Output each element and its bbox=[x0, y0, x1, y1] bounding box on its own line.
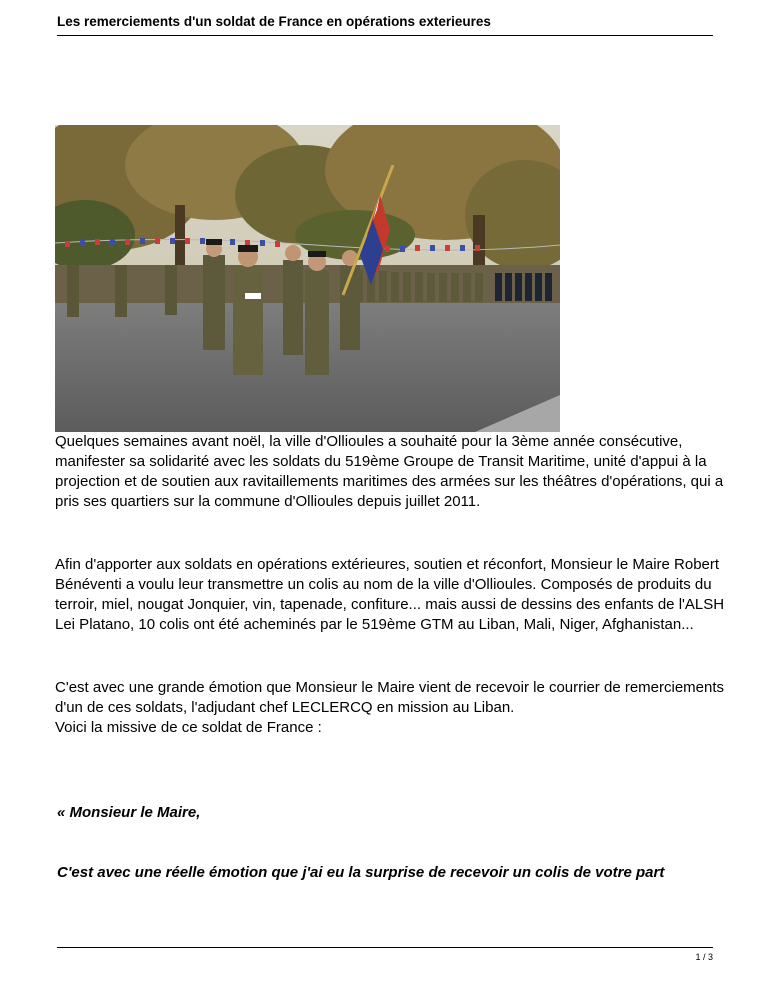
page-title: Les remerciements d'un soldat de France en opérations exterieures bbox=[57, 14, 491, 29]
article-paragraph: C'est avec une grande émotion que Monsieur le Maire vient de recevoir le courrier de remerciements d'un de ces soldats, l'adjudant chef LECLERCQ en mission au Liban. bbox=[55, 679, 725, 716]
letter-line: C'est avec une réelle émotion que j'ai eu la surprise de recevoir un colis de votre part bbox=[57, 864, 665, 881]
letter-salutation: « Monsieur le Maire, bbox=[57, 804, 201, 821]
page-footer bbox=[57, 947, 713, 962]
article-photo bbox=[55, 125, 560, 432]
article-paragraph: Quelques semaines avant noël, la ville d'Ollioules a souhaité pour la 3ème année consécutive, manifester sa solidarité avec les soldats du 519ème Groupe de Transit Maritime, unité d'appui à la projection et de soutien aux ravitaillements maritimes des armées sur les théâtres d'opérations, qui a pris ses quartiers sur la commune d'Ollioules depuis juillet 2011. bbox=[55, 433, 724, 510]
article-body bbox=[55, 432, 725, 738]
page-number: 1 / 3 bbox=[695, 952, 713, 962]
article-paragraph: Afin d'apporter aux soldats en opérations extérieures, soutien et réconfort, Monsieur le Maire Robert Bénéventi a voulu leur transmettre un colis au nom de la ville d'Ollioules. Composés de produits du terroir, miel, nougat Jonquier, vin, tapenade, confiture... mais aussi de dessins des enfants de l'ALSH Lei Platano, 10 colis ont été acheminés par le 519ème GTM au Liban, Mali, Niger, Afghanistan... bbox=[55, 556, 725, 633]
article-paragraph: Voici la missive de ce soldat de France : bbox=[55, 719, 322, 736]
page-header bbox=[57, 13, 713, 36]
